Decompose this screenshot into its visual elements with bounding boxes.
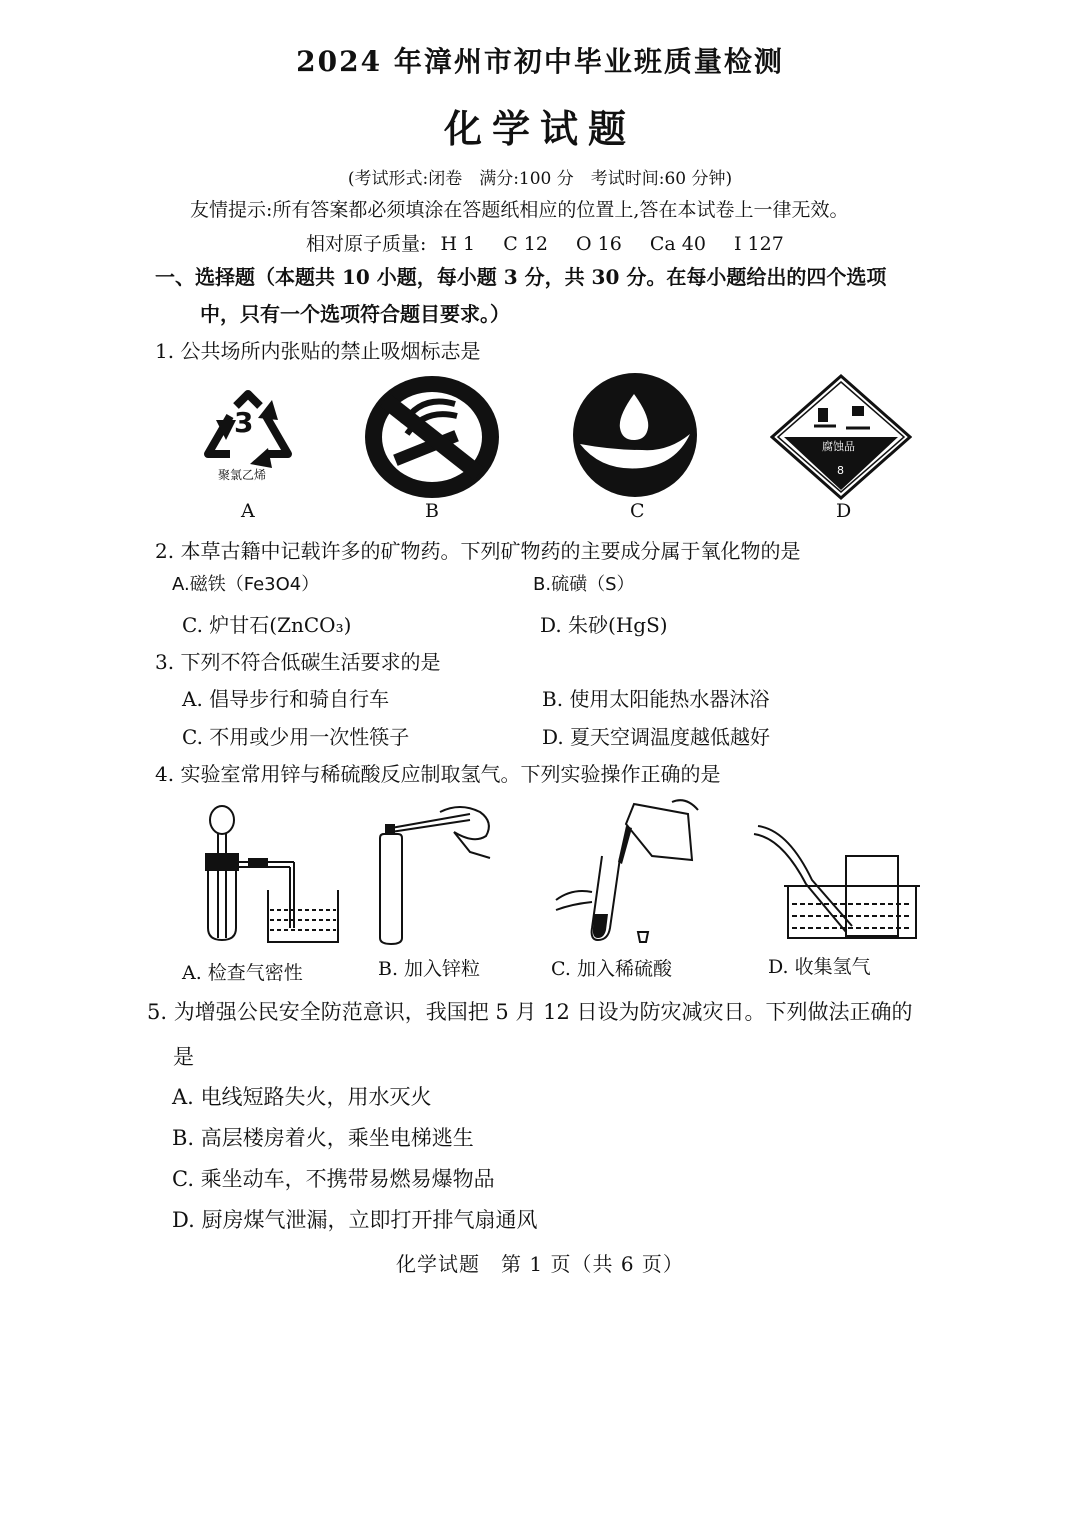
q3-option-d: D. 夏天空调温度越低越好: [542, 725, 771, 749]
exam-meta: (考试形式:闭卷 满分:100 分 考试时间:60 分钟): [347, 169, 733, 189]
q4-label-a: A. 检查气密性: [182, 962, 303, 984]
q5-option-c: C. 乘坐动车，不携带易燃易爆物品: [172, 1167, 495, 1191]
q4-label-d: D. 收集氢气: [768, 956, 871, 978]
q1-stem: 1. 公共场所内张贴的禁止吸烟标志是: [155, 339, 481, 363]
q5-option-d: D. 厨房煤气泄漏，立即打开排气扇通风: [172, 1208, 538, 1232]
q3-option-a: A. 倡导步行和骑自行车: [182, 687, 390, 711]
q2-option-d: D. 朱砂(HgS): [540, 613, 668, 637]
q5-stem-line2: 是: [173, 1045, 194, 1069]
atomic-mass-ca: Ca 40: [649, 233, 706, 255]
q2-stem: 2. 本草古籍中记载许多的矿物药。下列矿物药的主要成分属于氧化物的是: [155, 539, 801, 563]
q4-stem: 4. 实验室常用锌与稀硫酸反应制取氢气。下列实验操作正确的是: [155, 762, 721, 786]
atomic-mass-h: H 1: [440, 233, 476, 255]
q5-option-b: B. 高层楼房着火，乘坐电梯逃生: [172, 1126, 474, 1150]
corrosive-caption: 腐蚀品: [822, 440, 855, 453]
add-zinc-tweezers-icon: [370, 798, 510, 952]
section-heading-line2: 中，只有一个选项符合题目要求。）: [200, 302, 510, 326]
atomic-mass-i: I 127: [734, 233, 784, 255]
pour-acid-apparatus-icon: [552, 796, 712, 950]
q1-label-a: A: [241, 500, 255, 522]
q1-label-d: D: [836, 500, 852, 522]
section-heading-line1: 一、选择题（本题共 10 小题，每小题 3 分，共 30 分。在每小题给出的四个选项: [155, 265, 887, 289]
recycle-caption: 聚氯乙烯: [218, 468, 267, 482]
airtightness-check-apparatus-icon: [190, 798, 350, 952]
q2-option-b: B.硫磺（S）: [533, 574, 635, 595]
q2-option-a: A.磁铁（Fe3O4）: [172, 574, 320, 595]
q3-stem: 3. 下列不符合低碳生活要求的是: [155, 650, 441, 674]
water-saving-icon: [572, 372, 698, 502]
page-footer: 化学试题 第 1 页（共 6 页）: [396, 1252, 684, 1276]
q1-label-b: B: [425, 500, 439, 522]
q2-option-c: C. 炉甘石(ZnCO₃): [182, 613, 352, 637]
recycle-number: 3: [234, 406, 254, 439]
q4-label-c: C. 加入稀硫酸: [551, 958, 672, 980]
q3-option-b: B. 使用太阳能热水器沐浴: [542, 687, 770, 711]
subject-title: 化学试题: [443, 106, 636, 151]
atomic-mass-label: 相对原子质量:: [306, 233, 427, 255]
atomic-mass-c: C 12: [503, 233, 548, 255]
no-smoking-icon: [363, 374, 501, 504]
q3-option-c: C. 不用或少用一次性筷子: [182, 725, 410, 749]
corrosive-hazard-icon: [770, 374, 912, 504]
q5-option-a: A. 电线短路失火，用水灭火: [172, 1085, 432, 1109]
corrosive-class: 8: [837, 464, 844, 477]
atomic-mass-line: [306, 229, 806, 256]
atomic-mass-o: O 16: [576, 233, 622, 255]
q4-label-b: B. 加入锌粒: [378, 958, 481, 980]
exam-tip: 友情提示:所有答案都必须填涂在答题纸相应的位置上,答在本试卷上一律无效。: [190, 199, 849, 221]
collect-hydrogen-apparatus-icon: [748, 820, 920, 948]
recycle-3-icon: [196, 390, 300, 486]
q1-label-c: C: [630, 500, 645, 522]
q5-stem-line1: 5. 为增强公民安全防范意识，我国把 5 月 12 日设为防灾减灾日。下列做法正确的: [147, 1000, 913, 1024]
exam-title: 2024 年漳州市初中毕业班质量检测: [296, 45, 784, 78]
